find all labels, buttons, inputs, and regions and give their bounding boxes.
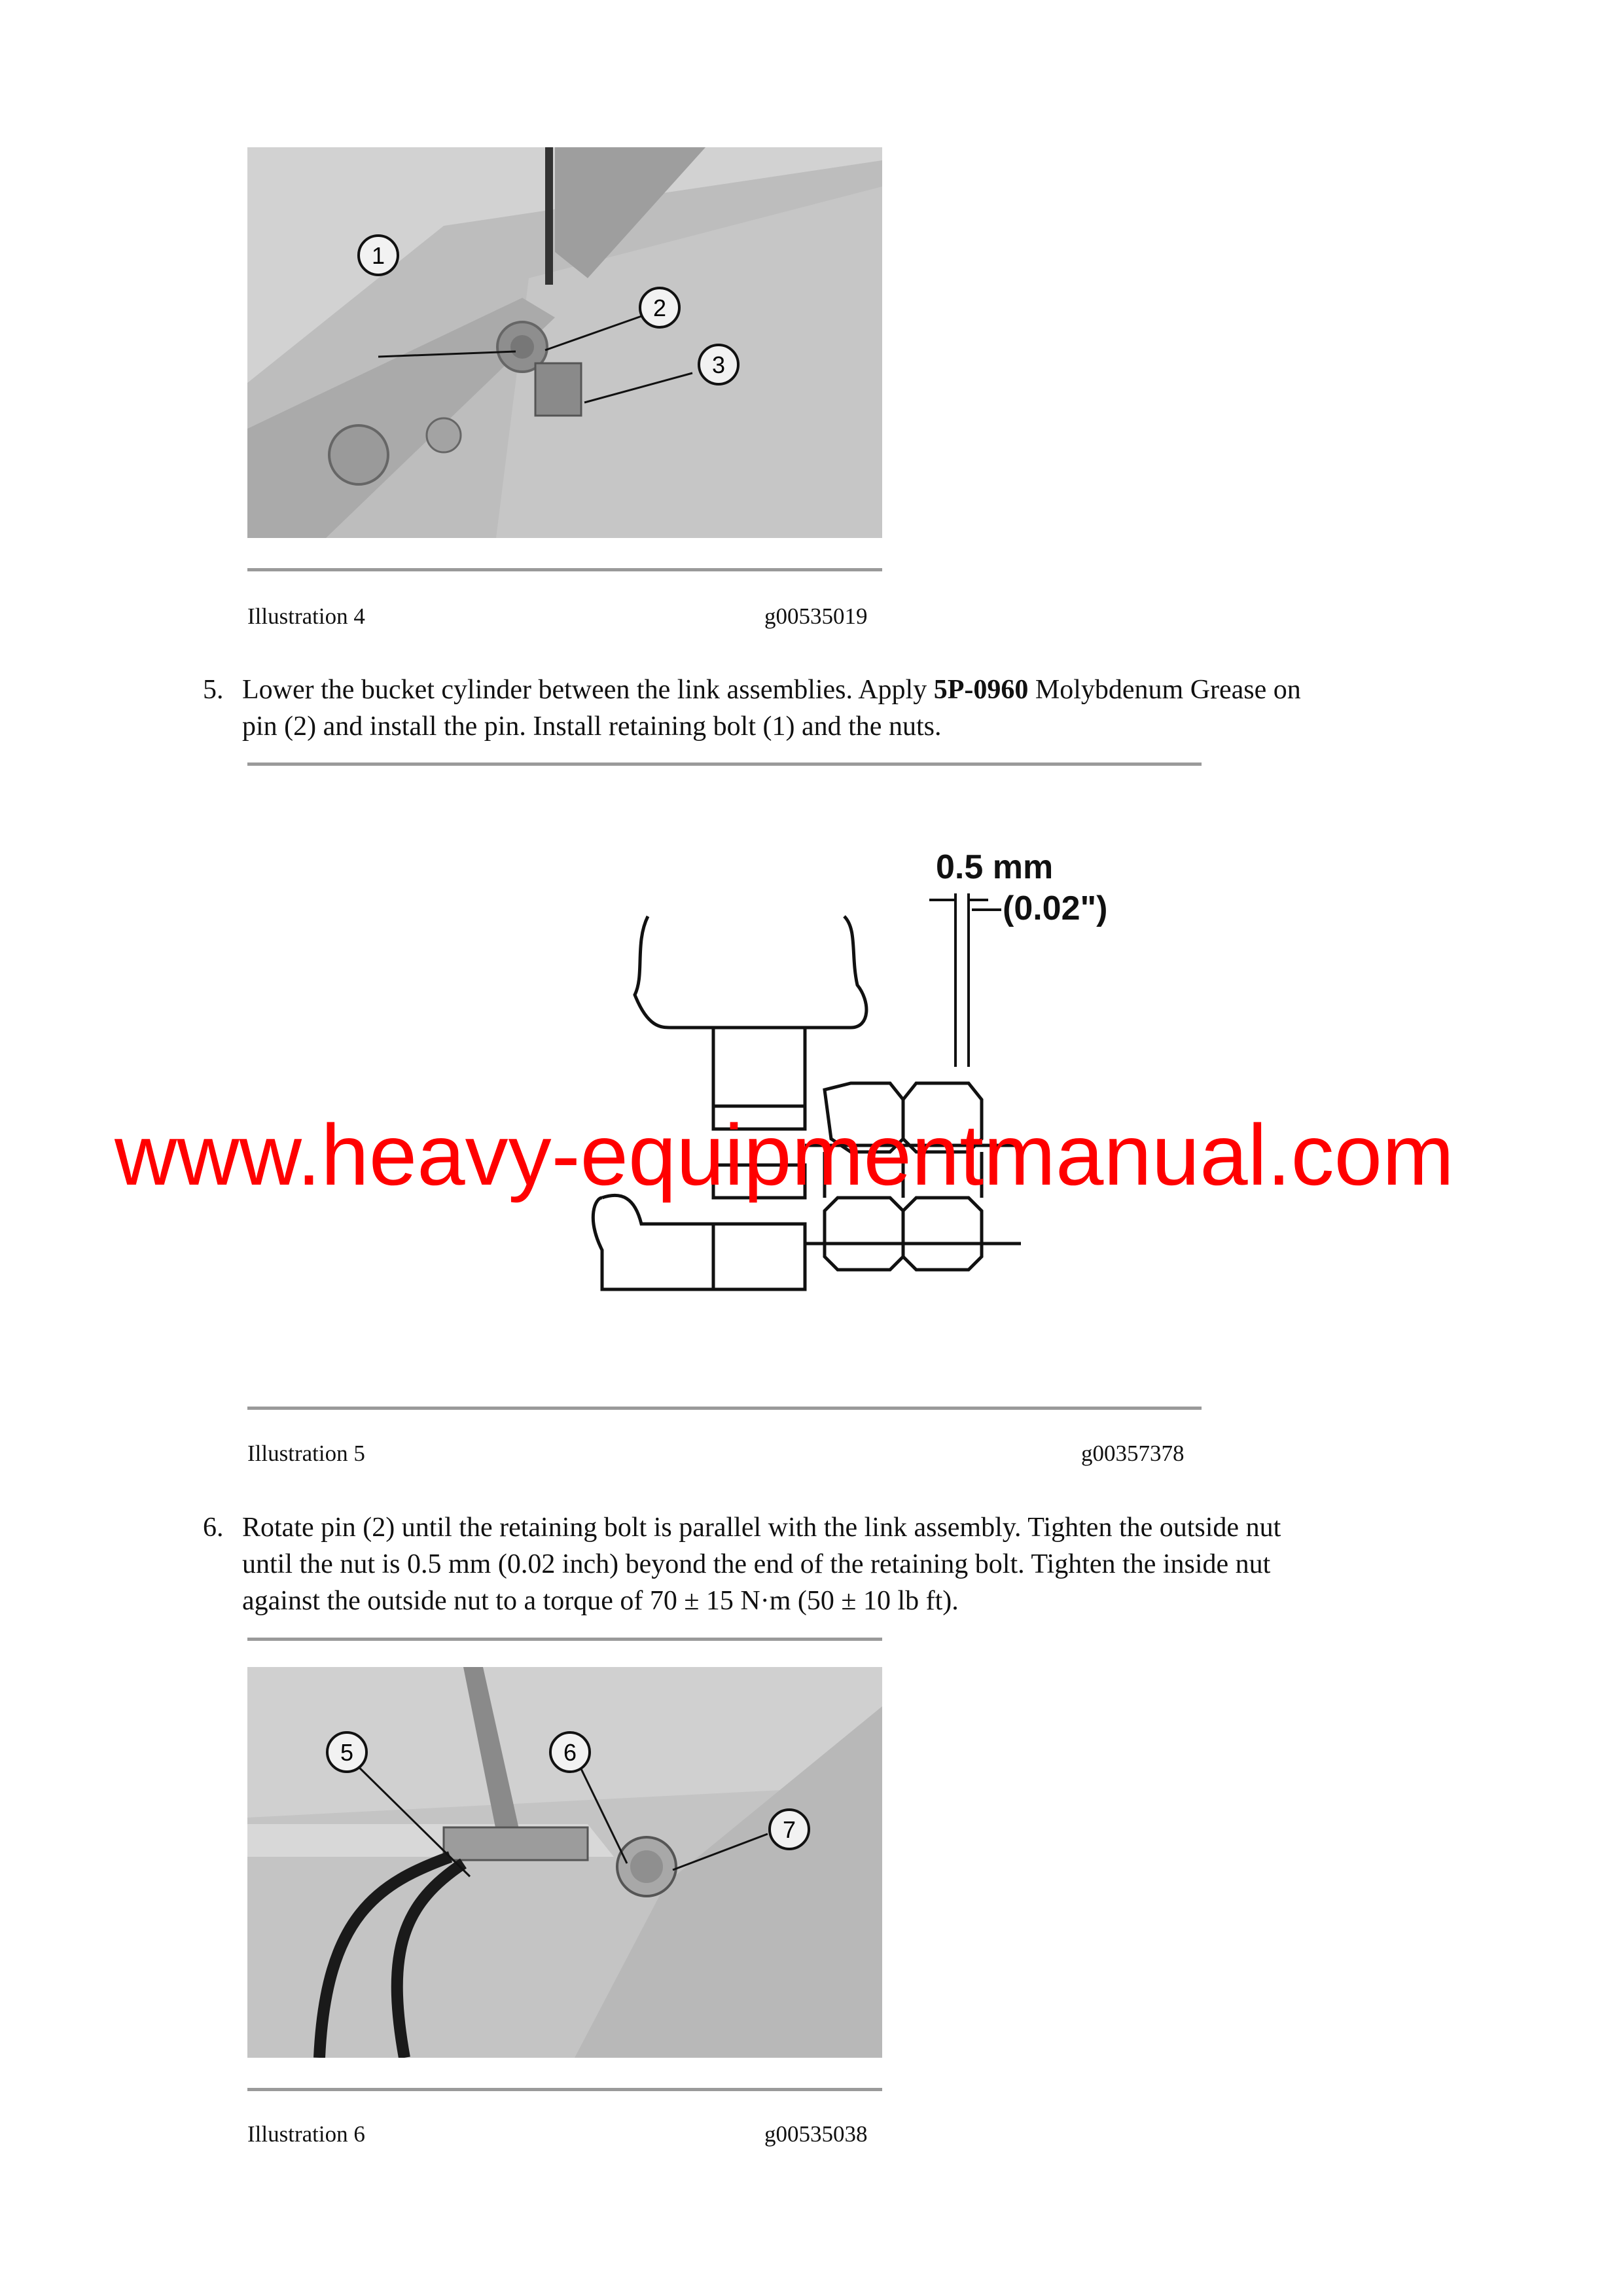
step-6-line-1: Rotate pin (2) until the retaining bolt is parallel with the link assembly. Tighten the outside nut — [242, 1513, 1281, 1543]
callout-2-label: 2 — [652, 295, 667, 321]
step-5-part-number: 5P-0960 — [933, 675, 1029, 705]
step-5-text-b: Molybdenum Grease on — [1028, 675, 1301, 705]
watermark-url: www.heavy-equipmentmanual.com — [115, 1107, 1454, 1203]
dimension-inch: (0.02") — [1003, 889, 1108, 927]
step-5-number: 5. — [203, 675, 224, 705]
callout-5-label: 5 — [340, 1739, 354, 1766]
step-6 — [203, 1509, 1512, 1621]
illustration-6-top-rule — [247, 1638, 882, 1641]
illustration-6-rule — [247, 2088, 882, 2091]
step-6-line-3: against the outside nut to a torque of 70 ± 15 N·m (50 ± 10 lb ft). — [242, 1586, 959, 1616]
illustration-6-code: g00535038 — [764, 2121, 868, 2147]
step-5 — [203, 672, 1512, 750]
step-5-text-a: Lower the bucket cylinder between the link assemblies. Apply — [242, 675, 934, 705]
step-5-line-2: pin (2) and install the pin. Install retaining bolt (1) and the nuts. — [242, 711, 942, 742]
illustration-4-code: g00535019 — [764, 603, 868, 629]
callout-7-label: 7 — [782, 1816, 796, 1843]
illustration-5-rule — [247, 1407, 1202, 1410]
illustration-6-label: Illustration 6 — [247, 2121, 365, 2147]
step-6-number: 6. — [203, 1513, 224, 1543]
step-5-line-1 — [242, 672, 1301, 708]
callout-1-label: 1 — [371, 242, 385, 269]
illustration-5-label: Illustration 5 — [247, 1441, 365, 1466]
step-6-line-2: until the nut is 0.5 mm (0.02 inch) beyond the end of the retaining bolt. Tighten the inside nut — [242, 1549, 1271, 1579]
illustration-5-code: g00357378 — [1081, 1441, 1185, 1466]
illustration-5-top-rule — [247, 762, 1202, 766]
illustration-4-rule — [247, 568, 882, 571]
callout-3-label: 3 — [711, 351, 726, 378]
illustration-5-drawing — [537, 831, 1165, 1316]
dimension-mm: 0.5 mm — [936, 848, 1054, 886]
callout-6-label: 6 — [563, 1739, 577, 1766]
illustration-4-label: Illustration 4 — [247, 603, 365, 629]
illustration-6-photo — [247, 1667, 882, 2058]
illustration-4-photo — [247, 147, 882, 538]
